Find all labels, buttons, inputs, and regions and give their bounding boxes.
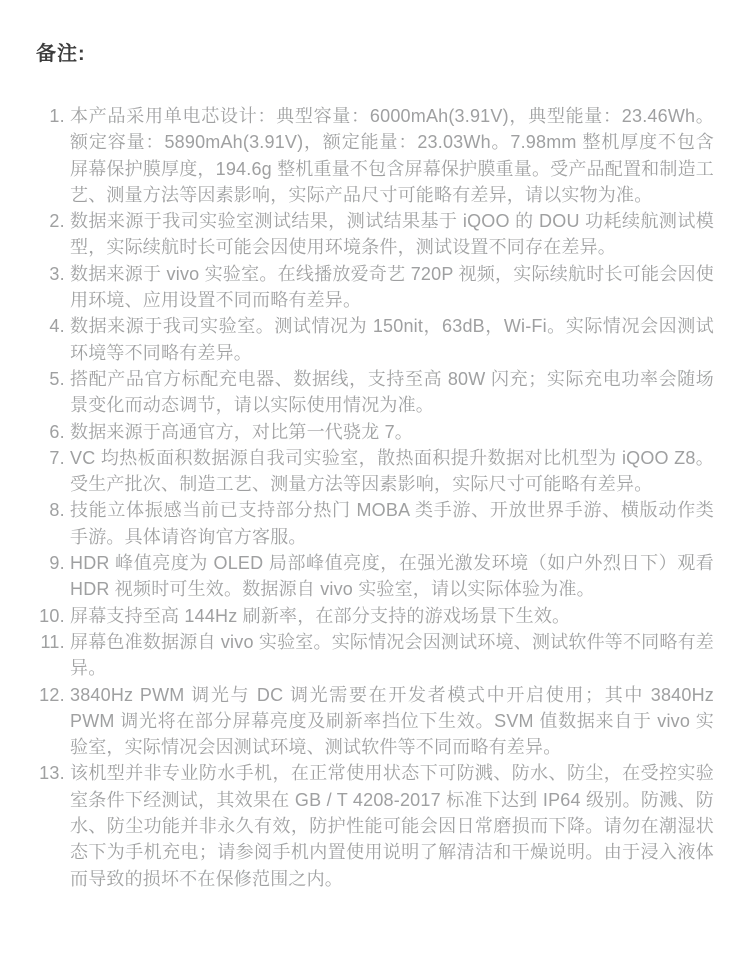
note-item-7: 7. VC 均热板面积数据源自我司实验室，散热面积提升数据对比机型为 iQOO Z8。受生产批次、制造工艺、测量方法等因素影响，实际尺寸可能略有差异。 [70,445,714,498]
note-item-8: 8. 技能立体振感当前已支持部分热门 MOBA 类手游、开放世界手游、横版动作类手游。具体请咨询官方客服。 [70,497,714,550]
notes-list [0,103,750,892]
notes-heading: 备注: [36,43,86,65]
note-item-11: 11. 屏幕色准数据源自 vivo 实验室。实际情况会因测试环境、测试软件等不同略有差异。 [70,629,714,682]
note-item-1: 1. 本产品采用单电芯设计：典型容量：6000mAh(3.91V)，典型能量：23.46Wh。额定容量：5890mAh(3.91V)，额定能量：23.03Wh。7.98mm 整机厚度不包含屏幕保护膜厚度，194.6g 整机重量不包含屏幕保护膜重量。受产品配置和制造工艺、测量方法等因素影响，实际产品尺寸可能略有差异，请以实物为准。 [70,103,714,208]
note-item-9: 9. HDR 峰值亮度为 OLED 局部峰值亮度，在强光激发环境（如户外烈日下）观看 HDR 视频时可生效。数据源自 vivo 实验室，请以实际体验为准。 [70,550,714,603]
note-item-2: 2. 数据来源于我司实验室测试结果，测试结果基于 iQOO 的 DOU 功耗续航测试模型，实际续航时长可能会因使用环境条件，测试设置不同存在差异。 [70,208,714,261]
note-item-6: 6. 数据来源于高通官方，对比第一代骁龙 7。 [70,419,714,445]
note-item-4: 4. 数据来源于我司实验室。测试情况为 150nit，63dB，Wi-Fi。实际情况会因测试环境等不同略有差异。 [70,313,714,366]
note-item-5: 5. 搭配产品官方标配充电器、数据线，支持至高 80W 闪充；实际充电功率会随场景变化而动态调节，请以实际使用情况为准。 [70,366,714,419]
note-item-3: 3. 数据来源于 vivo 实验室。在线播放爱奇艺 720P 视频，实际续航时长可能会因使用环境、应用设置不同而略有差异。 [70,261,714,314]
note-item-10: 10. 屏幕支持至高 144Hz 刷新率，在部分支持的游戏场景下生效。 [70,603,714,629]
note-item-12: 12. 3840Hz PWM 调光与 DC 调光需要在开发者模式中开启使用；其中 3840Hz PWM 调光将在部分屏幕亮度及刷新率挡位下生效。SVM 值数据来自于 vivo 实验室，实际情况会因测试环境、测试软件等不同而略有差异。 [70,682,714,761]
notes-page [0,42,750,962]
note-item-13: 13. 该机型并非专业防水手机，在正常使用状态下可防溅、防水、防尘，在受控实验室条件下经测试，其效果在 GB / T 4208-2017 标准下达到 IP64 级别。防溅、防水、防尘功能并非永久有效，防护性能可能会因日常磨损而下降。请勿在潮湿状态下为手机充电；请参阅手机内置使用说明了解清洁和干燥说明。由于浸入液体而导致的损坏不在保修范围之内。 [70,760,714,891]
